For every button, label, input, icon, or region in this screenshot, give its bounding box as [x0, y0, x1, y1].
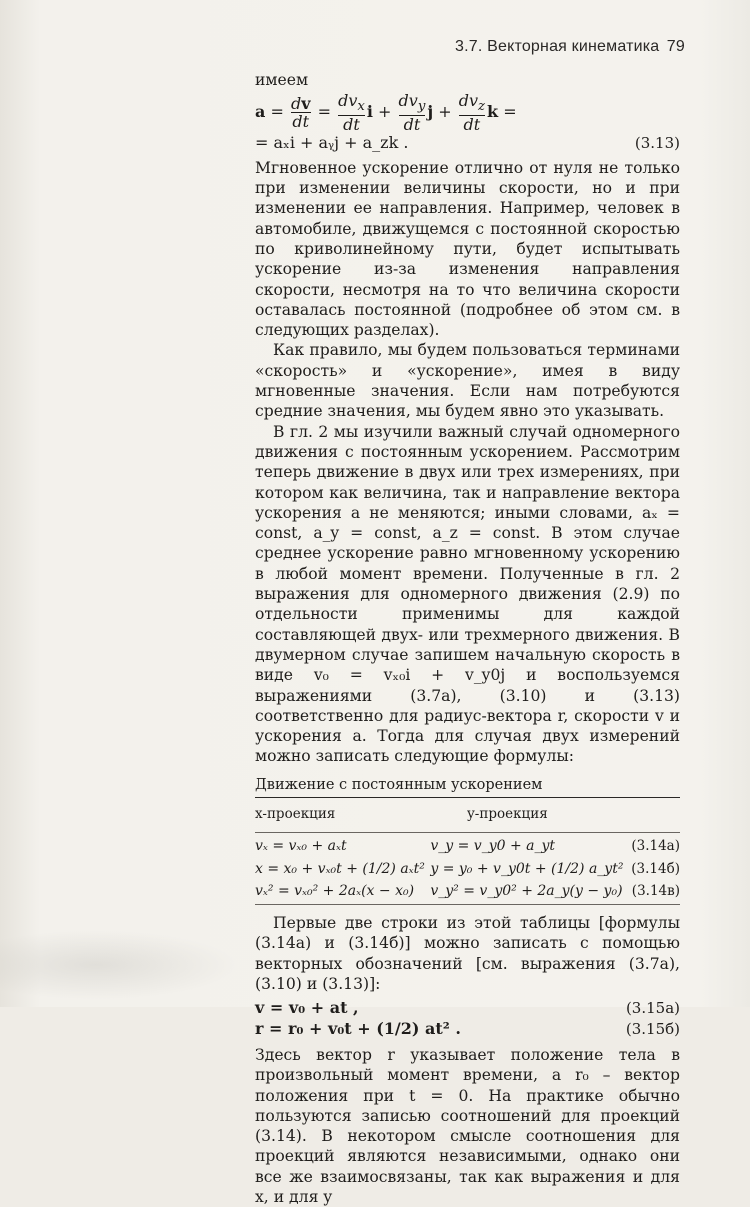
- table-cell-number: (3.14а): [631, 838, 680, 855]
- table-cell: vₓ² = vₓ₀² + 2aₓ(x − x₀): [255, 882, 415, 899]
- equation-3-13-line2: [255, 133, 680, 153]
- paragraph-4: Первые две строки из этой таблицы [формулы (3.14а) и (3.14б)] можно записать с помощью векторных обозначений [см. выражения (3.7а), (3.10) и (3.13)]:: [255, 914, 680, 994]
- table-row: [255, 880, 680, 902]
- table-header-x: x-проекция: [255, 805, 336, 822]
- equation-3-13: [255, 92, 680, 153]
- table-title: Движение с постоянным ускорением: [255, 776, 543, 793]
- paragraph-3: В гл. 2 мы изучили важный случай одномерного движения с постоянным ускорением. Рассмотрим теперь движение в двух или трех измерениях, при котором как величина, так и направление вектора ускорения a не меняются; иными словами, aₓ = const, a_y = const, a_z = const. В этом случае среднее ускорение равно мгновенному ускорению в любой момент времени. Полученные в гл. 2 выражения для одномерного движения (2.9) по отдельности применимы для каждой составляющей двух- или трехмерного движения. В двумерном случае запишем начальную скорость в виде v₀ = vₓ₀i + v_y0j и воспользуемся выражениями (3.7а), (3.10) и (3.13) соответственно для радиус-вектора r, скорости v и ускорения a. Тогда для случая двух измерений можно записать следующие формулы:: [255, 422, 680, 766]
- kinematics-table: [255, 800, 680, 830]
- vector-equations: [255, 998, 680, 1039]
- equation-3-15b-text: r = r₀ + v₀t + (1/2) at² .: [255, 1018, 461, 1038]
- equation-3-15b-number: (3.15б): [625, 1019, 680, 1038]
- table-cell-number: (3.14б): [631, 860, 680, 877]
- page-smudge: [0, 930, 240, 1000]
- intro-word: имеем: [255, 71, 309, 89]
- equation-3-15a-text: v = v₀ + at ,: [255, 998, 359, 1018]
- paragraph-2: Как правило, мы будем пользоваться терминами «скорость» и «ускорение», имея в виду мгновенные значения. Если нам потребуются средние значения, мы будем явно это указывать.: [255, 341, 680, 421]
- paragraph-1: Мгновенное ускорение отлично от нуля не только при изменении величины скорости, но и при изменении ее направления. Например, человек в автомобиле, движущемся с постоянной скоростью по криволинейному пути, будет испытывать ускорение из-за изменения направления скорости, несмотря на то что величина скорости оставалась постоянной (подробнее об этом см. в следующих разделах).: [255, 158, 680, 340]
- table-cell: v_y = v_y0 + a_yt: [430, 838, 556, 855]
- equation-3-13-line1: a = $\frac{dv}{dt}$ = $\frac{dv_x}{dt}$ i + $\frac{dv_y}{dt}$ j + $\frac{dv_z}{dt}$ k =: [255, 91, 517, 135]
- table-cell: x = x₀ + vₓ₀t + (1/2) aₓt²: [255, 860, 425, 877]
- equation-3-15a-number: (3.15а): [625, 999, 680, 1018]
- text-column: [255, 70, 680, 1207]
- table-bottom-rule: [255, 904, 680, 905]
- paragraph-5: Здесь вектор r указывает положение тела в произвольный момент времени, а r₀ – вектор положения при t = 0. На практике обычно пользуются записью соотношений для проекций (3.14). В некотором смысле соотношения для проекций являются независимыми, однако они все же взаимосвязаны, так как выражения и для x, и для y: [255, 1045, 680, 1207]
- table-row: [255, 858, 680, 880]
- equation-3-15a: [255, 998, 680, 1018]
- equation-3-13-number: (3.13): [634, 134, 680, 153]
- running-header: [455, 38, 685, 56]
- section-title: 3.7. Векторная кинематика: [455, 38, 660, 55]
- table-header-y: y-проекция: [467, 805, 548, 822]
- page-number: 79: [666, 38, 685, 55]
- table-header-rule: [255, 832, 680, 833]
- table-row: [255, 835, 680, 857]
- table-cell: v_y² = v_y0² + 2a_y(y − y₀): [430, 882, 623, 899]
- table-cell-number: (3.14в): [631, 882, 680, 899]
- table-top-rule: [255, 797, 680, 798]
- table-cell: y = y₀ + v_y0t + (1/2) a_yt²: [430, 860, 624, 877]
- table-cell: vₓ = vₓ₀ + aₓt: [255, 838, 347, 855]
- equation-3-15b: [255, 1019, 680, 1039]
- equation-3-13-text: = aₓi + aᵧj + a_zk .: [255, 133, 409, 153]
- kinematics-table-body: [255, 835, 680, 902]
